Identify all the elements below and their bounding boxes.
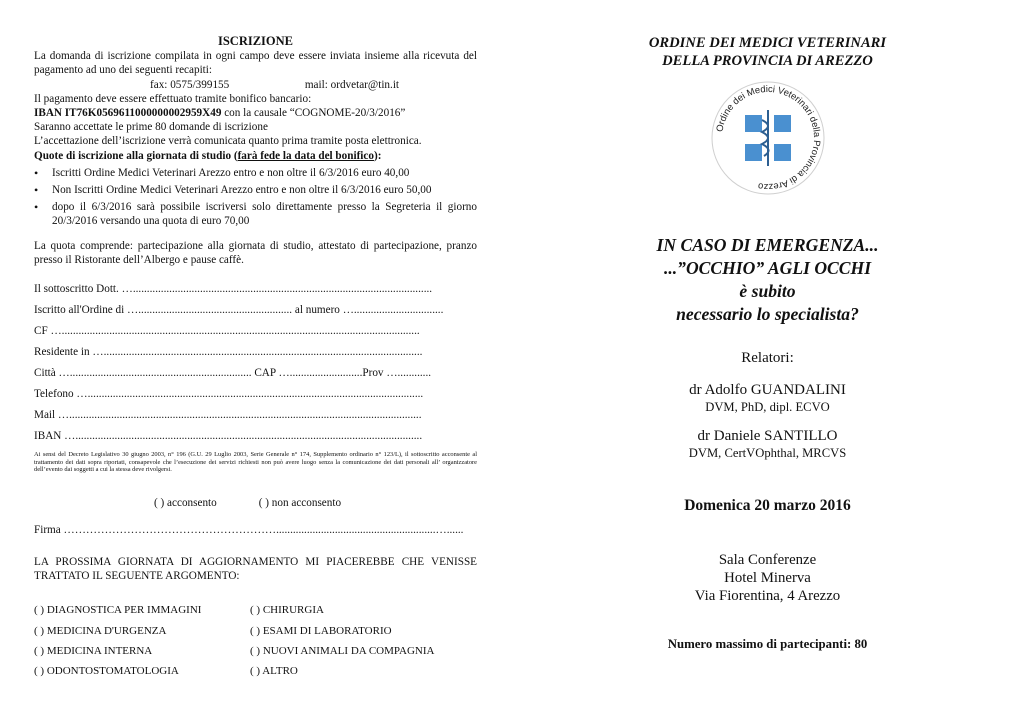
- svg-text:Ordine dei Medici Veterinari d: Ordine dei Medici Veterinari della Provincia di Arezzo: [712, 82, 823, 194]
- fee-item: [34, 200, 477, 228]
- form-fields: [34, 279, 477, 447]
- fee-item-text: Non Iscritti Ordine Medici Veterinari Arezzo entro e non oltre il 6/3/2016 euro 50,00: [52, 184, 432, 197]
- topic-option[interactable]: ( ) DIAGNOSTICA PER IMMAGINI: [34, 604, 202, 617]
- speaker-credentials: DVM, CertVOphthal, MRCVS: [688, 446, 847, 460]
- signature-field[interactable]: Firma ………………………………………………….........................................................…......: [34, 524, 464, 537]
- org-name-line2: DELLA PROVINCIA DI AREZZO: [662, 53, 873, 69]
- fee-includes: La quota comprende: partecipazione alla giornata di studio, attestato di partecipazione, pranzo presso il Ristorante dell’Albergo e pause caffè.: [34, 239, 477, 266]
- order-logo: [710, 80, 826, 196]
- speaker-name: dr Daniele SANTILLO: [697, 428, 838, 444]
- fees-heading: [34, 149, 477, 163]
- headline-line: IN CASO DI EMERGENZA...: [656, 235, 879, 255]
- accepted-text: Saranno accettate le prime 80 domande di iscrizione: [34, 121, 268, 134]
- fee-item: [34, 166, 477, 180]
- topic-option[interactable]: ( ) ODONTOSTOMATOLOGIA: [34, 665, 179, 678]
- field-city[interactable]: Città …................................................................. CAP …..........................Prov …............: [34, 367, 432, 380]
- mail-address[interactable]: mail: ordvetar@tin.it: [304, 78, 400, 91]
- venue-line: Via Fiorentina, 4 Arezzo: [694, 588, 841, 604]
- fees-heading-underlined: farà fede la data del bonifico: [237, 149, 374, 162]
- iban-code: IBAN IT76K0569611000000002959X49: [34, 107, 222, 120]
- fees-heading-b: ):: [373, 149, 382, 162]
- headline-line: è subito: [739, 281, 796, 301]
- field-phone[interactable]: Telefono …........................................................................................................................: [34, 388, 424, 401]
- venue-line: Hotel Minerva: [724, 570, 811, 586]
- topic-option[interactable]: ( ) ALTRO: [250, 665, 298, 678]
- fee-item-text: dopo il 6/3/2016 sarà possibile iscriversi solo direttamente presso la Segreteria il giorno 20/3/2016 versando una quota di euro 70,00: [52, 201, 477, 228]
- field-iban[interactable]: IBAN …............................................................................................................................: [34, 430, 423, 443]
- contact-line: [34, 78, 477, 92]
- field-mail[interactable]: Mail …..............................................................................................................................: [34, 409, 422, 422]
- event-venue: [560, 551, 975, 605]
- fax-number: fax: 0575/399155: [150, 78, 230, 91]
- next-topic-question: LA PROSSIMA GIORNATA DI AGGIORNAMENTO MI PIACEREBBE CHE VENISSE TRATTATO IL SEGUENTE ARGOMENTO:: [34, 556, 477, 583]
- event-section: [560, 34, 975, 652]
- consent-no-option[interactable]: ( ) non acconsento: [258, 496, 342, 509]
- registration-intro: La domanda di iscrizione compilata in ogni campo deve essere inviata insieme alla ricevuta del pagamento ad uno dei seguenti recapiti:: [34, 50, 477, 77]
- speaker-name: dr Adolfo GUANDALINI: [689, 382, 846, 398]
- speaker-1: [560, 381, 975, 415]
- field-residence[interactable]: Residente in …..................................................................................................................: [34, 346, 423, 359]
- event-date: Domenica 20 marzo 2016: [684, 497, 851, 514]
- logo-seal-icon: [710, 80, 826, 196]
- iban-reason: con la causale “COGNOME-20/3/2016”: [221, 107, 406, 120]
- speaker-credentials: DVM, PhD, dipl. ECVO: [705, 400, 830, 414]
- acceptance-text: L’accettazione dell’iscrizione verrà comunicata quanto prima tramite posta elettronica.: [34, 135, 422, 148]
- topic-option[interactable]: ( ) CHIRURGIA: [250, 604, 324, 617]
- topic-option[interactable]: ( ) ESAMI DI LABORATORIO: [250, 624, 392, 637]
- bullet-icon: •: [34, 165, 39, 180]
- field-name[interactable]: Il sottoscritto Dott. …...........................................................................................................: [34, 283, 433, 296]
- field-order[interactable]: Iscritto all'Ordine di …....................................................... al numero …................................: [34, 304, 444, 317]
- bullet-icon: •: [34, 200, 39, 215]
- consent-yes-option[interactable]: ( ) acconsento: [154, 496, 217, 509]
- speakers-label: Relatori:: [741, 350, 794, 366]
- privacy-notice: Ai sensi del Decreto Legislativo 30 giugno 2003, n° 196 (G.U. 29 Luglio 2003, Serie Generale n° 174, Supplemento ordinario n° 123/L), il sottoscritto acconsente al trattamento dei dati sopra riportati, consapevole che l’esecuzione dei servizi richiesti non può avere luogo senza la comunicazione dei dati personali all’ organizzatore dell’evento dai soggetti a cui la stessa deve rivolgersi.: [34, 451, 477, 474]
- iban-line: [34, 106, 477, 120]
- headline-line: ...”OCCHIO” AGLI OCCHI: [663, 258, 872, 278]
- event-headline: [560, 234, 975, 326]
- consent-options: [154, 496, 477, 510]
- headline-line: necessario lo specialista?: [676, 304, 859, 324]
- topic-option[interactable]: ( ) MEDICINA INTERNA: [34, 644, 153, 657]
- topic-option[interactable]: ( ) MEDICINA D'URGENZA: [34, 624, 167, 637]
- speaker-2: [560, 427, 975, 461]
- fee-item-text: Iscritti Ordine Medici Veterinari Arezzo entro e non oltre il 6/3/2016 euro 40,00: [52, 166, 410, 179]
- payment-text: Il pagamento deve essere effettuato tramite bonifico bancario:: [34, 92, 312, 105]
- org-name-line1: ORDINE DEI MEDICI VETERINARI: [648, 35, 887, 51]
- field-cf[interactable]: CF …................................................................................................................................: [34, 325, 420, 338]
- registration-section: [34, 34, 477, 678]
- topic-option[interactable]: ( ) NUOVI ANIMALI DA COMPAGNIA: [250, 644, 435, 657]
- venue-line: Sala Conferenze: [718, 552, 817, 568]
- fees-heading-a: Quote di iscrizione alla giornata di studio (: [34, 149, 238, 162]
- bullet-icon: •: [34, 183, 39, 198]
- registration-heading: ISCRIZIONE: [217, 34, 294, 48]
- topic-options: [34, 603, 477, 678]
- max-participants: Numero massimo di partecipanti: 80: [667, 637, 868, 651]
- fee-item: [34, 183, 477, 197]
